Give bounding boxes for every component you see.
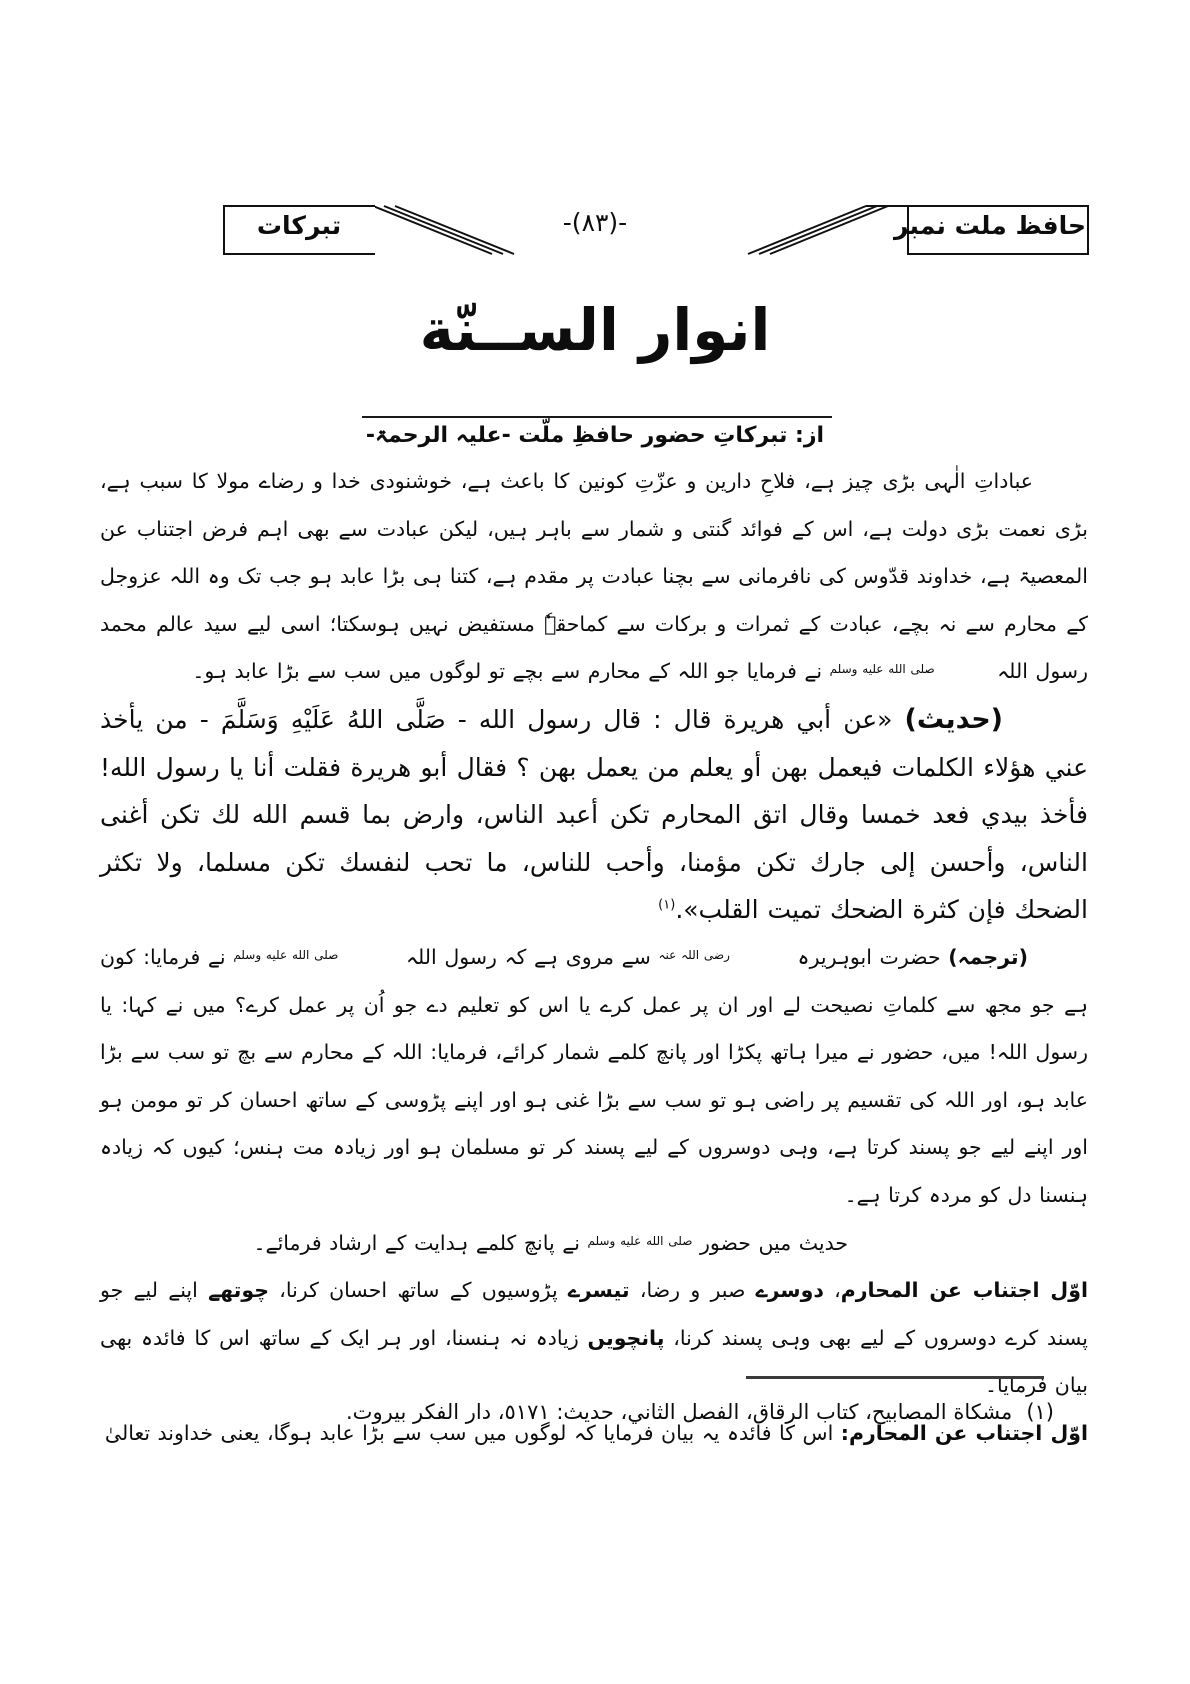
footnote-ref: (١) [658, 898, 676, 914]
paragraph [100, 1267, 1088, 1410]
body-text [100, 458, 1088, 1457]
paragraph [100, 696, 1088, 934]
bold-lead: (حدیث) [904, 703, 1003, 735]
page-number: -(٨٣)- [562, 208, 628, 237]
honorific: صلى الله عليه وسلم [829, 662, 935, 677]
footnote-separator [746, 1376, 1044, 1379]
text-run: ، [823, 1278, 841, 1303]
honorific: صلى الله عليه وسلم [233, 947, 339, 962]
paragraph [100, 934, 1088, 1220]
bold-lead: چوتھے [208, 1278, 269, 1303]
bold-lead: (ترجمہ) [948, 944, 1028, 969]
bold-lead: اوّل اجتناب عن المحارم: [840, 1420, 1088, 1445]
text-run: نے فرمایا جو اللہ کے محارم سے بچے تو لوگوں میں سب سے بڑا عابد ہو۔ [192, 659, 830, 684]
text-run: عباداتِ الٰہی بڑی چیز ہے، فلاحِ دارین و عزّتِ کونین کا باعث ہے، خوشنودی خدا و رضاے مولا کا سبب ہے، بڑی نعمت بڑی دولت ہے، اس کے فوائد گنتی و شمار سے باہر ہیں، لیکن عبادت سے بھی اہم فرض اجتناب عن المعصیۃ ہے، خداوند قدّوس کی نافرمانی سے بچنا عبادت پر مقدم ہے، کتنا ہی بڑا عابد ہو جب تک وہ اللہ عزوجل کے محارم سے نہ بچے، عبادت کے ثمرات و برکات سے کماحقہٗ مستفیض نہیں ہوسکتا؛ اسی لیے سید عالم محمد رسول اللہ [100, 469, 1088, 684]
text-run: اس کا فائدہ یہ بیان فرمایا کہ لوگوں میں سب سے بڑا عابد ہوگا، یعنی خداوند تعالیٰ [104, 1420, 841, 1445]
text-run: پڑوسیوں کے ساتھ احسان کرنا، [268, 1278, 568, 1303]
footnote-marker: (١) [1026, 1400, 1054, 1424]
footnote-text: مشكاة المصابيح، كتاب الرقاق، الفصل الثاني، حديث: ٥١٧١، دار الفكر بيروت. [346, 1400, 1013, 1424]
paragraph [100, 458, 1088, 696]
honorific: رضی اللہ عنہ [658, 947, 730, 962]
text-run: «عن أبي هريرة قال : قال رسول الله - صَلَّى اللهُ عَلَيْهِ وَسَلَّمَ - من يأخذ عني هؤلاء الكلمات فيعمل بهن أو يعلم من يعمل بهن ؟ فقال أبو هريرة فقلت أنا يا رسول الله! فأخذ بيدي فعد خمسا وقال اتق المحارم تكن أعبد الناس، وارض بما قسم الله لك تكن أغنى الناس، وأحسن إلى جارك تكن مؤمنا، وأحب للناس، ما تحب لنفسك تكن مسلما، ولا تكثر الضحك فإن كثرة الضحك تميت القلب». [100, 704, 1088, 925]
page-subtitle: از: تبرکاتِ حضور حافظِ ملّت -علیہ الرحمۃ- [365, 423, 825, 448]
text-run: سے مروی ہے کہ رسول اللہ [398, 944, 659, 969]
honorific: صلى الله عليه وسلم [587, 1233, 693, 1248]
page-title: انوار الســنّة [419, 296, 771, 364]
title-divider [362, 416, 832, 418]
paragraph [100, 1220, 1088, 1268]
text-run: صبر و رضا، [629, 1278, 756, 1303]
text-run: نے فرمایا: کون ہے جو مجھ سے کلماتِ نصیحت لے اور ان پر عمل کرے یا اس کو تعلیم دے جو اُن پر عمل کرے؟ میں نے کہا: یا رسول اللہ! میں، حضور نے میرا ہاتھ پکڑا اور پانچ کلمے شمار کرائے، فرمایا: اللہ کے محارم سے بچ تو سب سے بڑا عابد ہو، اور اللہ کی تقسیم پر راضی ہو تو سب سے بڑا غنی ہو اور اپنے پڑوسی کے ساتھ احسان کر تو مومن ہو اور اپنے لیے جو پسند کرتا ہے، وہی دوسروں کے لیے پسند کر تو مسلمان ہو اور زیادہ مت ہنس؛ کیوں کہ زیادہ ہنسنا دل کو مردہ کرتا ہے۔ [100, 944, 1088, 1207]
text-run: نے پانچ کلمے ہدایت کے ارشاد فرمائے۔ [253, 1230, 588, 1255]
text-run: حدیث میں حضور [692, 1230, 848, 1255]
bold-lead: اوّل اجتناب عن المحارم [840, 1278, 1088, 1303]
header-section-label: تبرکات [256, 211, 342, 240]
text-run: اپنے لیے جو پسند کرے دوسروں کے لیے بھی وہی پسند کرنا، [100, 1278, 1088, 1350]
bold-lead: پانچویں [587, 1325, 665, 1350]
bold-lead: دوسرے [755, 1278, 824, 1303]
text-run: زیادہ نہ ہنسنا، اور ہر ایک کے ساتھ اس کا فائدہ بھی بیان فرمایا۔ [100, 1325, 1088, 1398]
text-run: حضرت ابوہریرہ [789, 944, 949, 969]
header-edition-label: حافظ ملت نمبر [893, 211, 1086, 240]
bold-lead: تیسرے [567, 1278, 630, 1303]
footnote [134, 1392, 1054, 1432]
